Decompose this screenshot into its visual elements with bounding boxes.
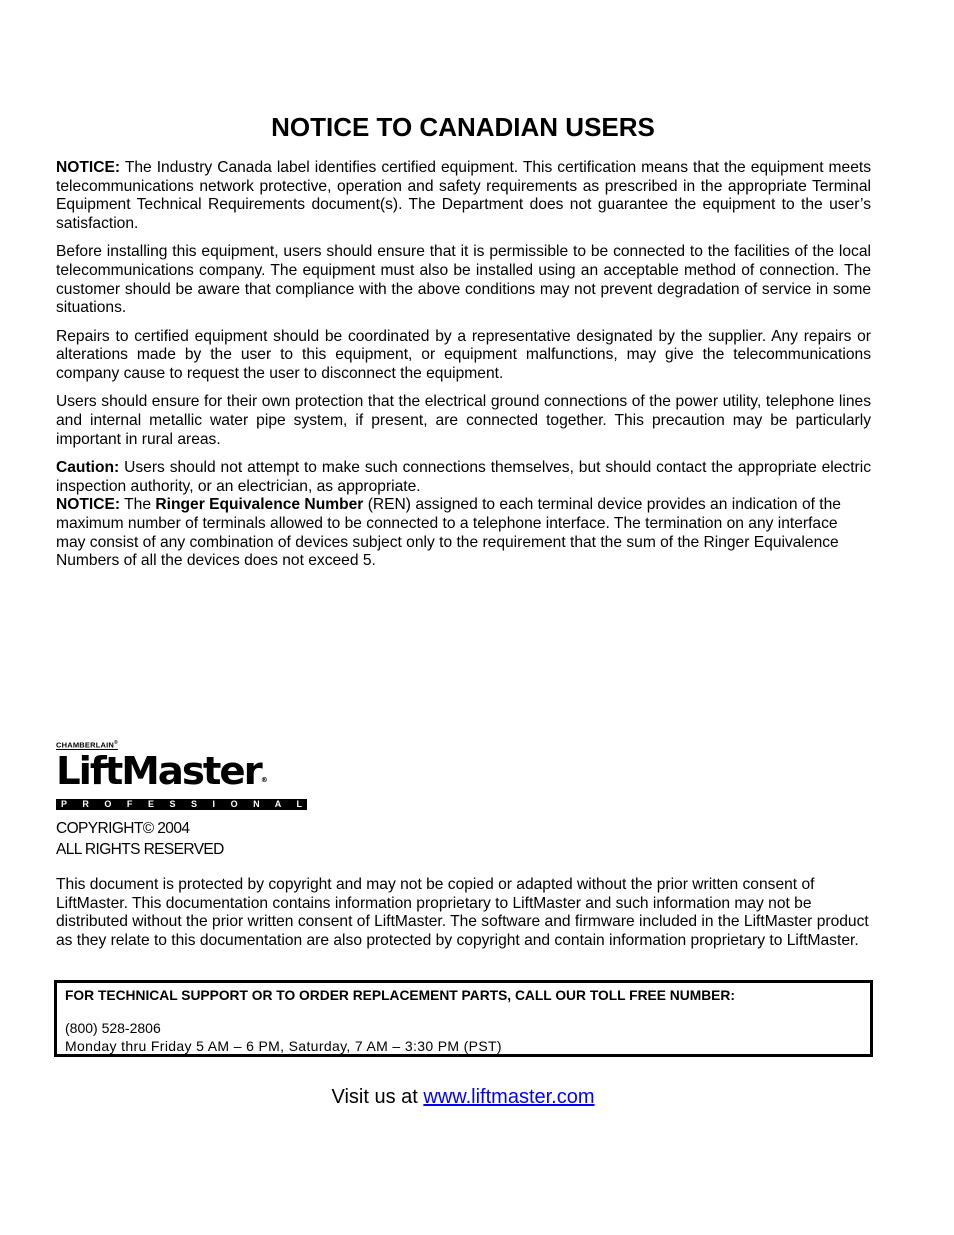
notice-text: The Industry Canada label identifies certified equipment. This certification means that the equipment meets telecommunications network protective, operation and safety requirements as prescribed in the appropriate Terminal Equipment Technical Requirements document(s). The Department does not guarantee the equipment to the user’s satisfaction. [56, 159, 871, 233]
grounding-paragraph [56, 393, 871, 449]
repairs-text: Repairs to certified equipment should be coordinated by a representative designated by the supplier. Any repairs or alterations made by the user to this equipment, or equipment malfunctions, may give the telecommunications company cause to request the user to disconnect the equipment. [56, 327, 871, 383]
caution-paragraph [56, 459, 871, 496]
caution-label: Caution: [56, 458, 120, 476]
support-box [54, 980, 873, 1057]
ren-text-a: The [120, 496, 156, 514]
ren-term: Ringer Equivalence Number [155, 496, 364, 514]
ren-notice-label: NOTICE: [56, 496, 121, 514]
copyright-line: COPYRIGHT© 2004 [56, 820, 190, 837]
copyright-block [56, 818, 224, 860]
page-title: NOTICE TO CANADIAN USERS [271, 112, 655, 142]
rights-reserved-line: ALL RIGHTS RESERVED [56, 841, 224, 858]
copyright-notice: This document is protected by copyright and may not be copied or adapted without the prior written consent of LiftMaster. This documentation contains information proprietary to LiftMaster and such information may not be distributed without the prior written consent of LiftMaster. The software and firmware included in the LiftMaster product as they relate to this documentation are also protected by copyright and contain information proprietary to LiftMaster. [56, 876, 869, 950]
liftmaster-logo [56, 738, 308, 810]
website-link[interactable]: www.liftmaster.com [423, 1086, 595, 1108]
installation-text: Before installing this equipment, users should ensure that it is permissible to be connected to the facilities of the local telecommunications company. The equipment must also be installed using an acceptable method of connection. The customer should be aware that compliance with the above conditions may not prevent degradation of service in some situations. [56, 243, 871, 317]
visit-line [0, 1086, 926, 1109]
notice-paragraph-1 [56, 159, 871, 234]
ren-text-b: (REN) assigned to each terminal device provides an indication of the maximum number of terminals allowed to be connected to a telephone interface. The termination on any interface may consist of any combination of devices subject only to the requirement that the sum of the Ringer Equivalence Numbers of all the devices does not exceed 5. [56, 496, 841, 570]
ren-paragraph [56, 496, 871, 571]
visit-prefix: Visit us at [331, 1086, 424, 1108]
grounding-text: Users should ensure for their own protection that the electrical ground connections of the power utility, telephone lines and internal metallic water pipe system, if present, are connected together. This precaution may be particularly important in rural areas. [56, 393, 871, 448]
installation-paragraph [56, 243, 871, 318]
support-phone: (800) 528-2806 [65, 1020, 161, 1036]
caution-text: Users should not attempt to make such connections themselves, but should contact the appropriate electric inspection authority, or an electrician, as appropriate. [56, 458, 871, 495]
liftmaster-wordmark: LiftMaster® [56, 748, 268, 793]
repairs-paragraph [56, 328, 871, 384]
professional-bar: P R O F E S S I O N A L [56, 799, 307, 810]
notice-body [56, 159, 871, 581]
support-heading: FOR TECHNICAL SUPPORT OR TO ORDER REPLACEMENT PARTS, CALL OUR TOLL FREE NUMBER: [65, 988, 735, 1003]
chamberlain-wordmark: CHAMBERLAIN® [56, 740, 118, 750]
notice-label: NOTICE: [56, 159, 121, 176]
support-hours: Monday thru Friday 5 AM – 6 PM, Saturday, 7 AM – 3:30 PM (PST) [65, 1038, 502, 1054]
